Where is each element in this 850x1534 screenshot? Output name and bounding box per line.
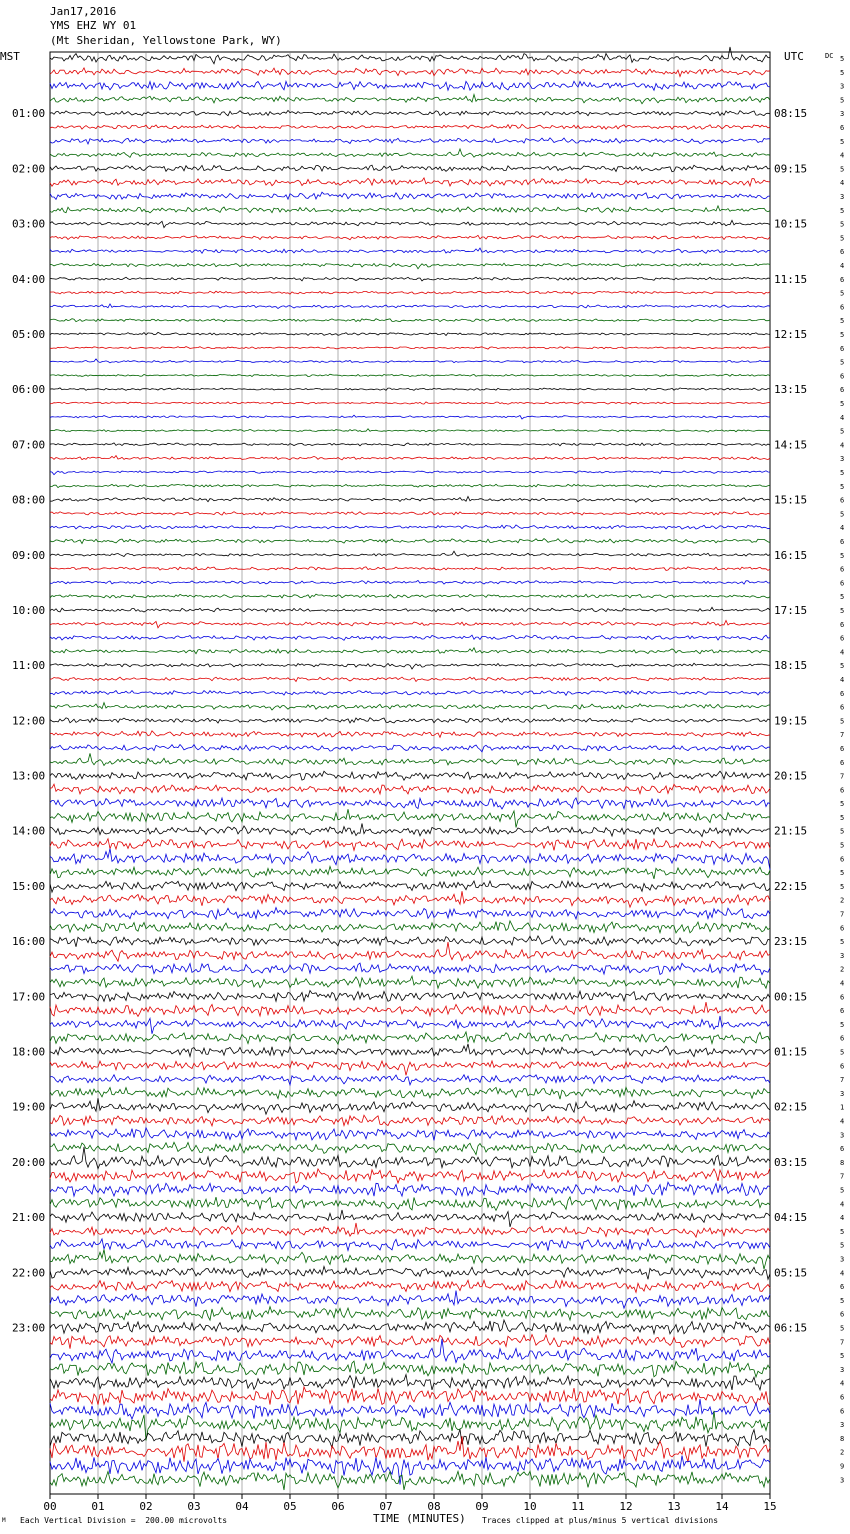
dc-offset-value: 7 — [840, 1076, 845, 1085]
dc-offset-value: 5 — [840, 68, 845, 77]
dc-offset-value: 5 — [840, 800, 845, 809]
dc-offset-value: 7 — [840, 910, 845, 919]
seismogram-trace — [50, 991, 770, 1002]
dc-offset-value: 6 — [840, 248, 845, 257]
utc-hour-label: 06:15 — [774, 1321, 808, 1335]
dc-offset-value: 5 — [840, 330, 845, 339]
dc-offset-value: 4 — [840, 648, 845, 657]
dc-offset-value: 5 — [840, 510, 845, 519]
dc-offset-value: 6 — [840, 1310, 845, 1319]
seismogram-trace — [50, 374, 770, 376]
seismogram-trace — [50, 347, 770, 350]
dc-offset-value: 7 — [840, 1172, 845, 1181]
dc-offset-value: 7 — [840, 772, 845, 781]
dc-offset-value: 5 — [840, 206, 845, 215]
seismogram-trace — [50, 263, 770, 269]
dc-offset-value: 5 — [840, 717, 845, 726]
seismogram-trace — [50, 304, 770, 309]
mst-hour-label: 16:00 — [12, 935, 46, 949]
seismogram-trace — [50, 1375, 770, 1390]
seismogram-trace — [50, 784, 770, 794]
utc-hour-label: 17:15 — [774, 603, 808, 617]
dc-offset-value: 6 — [840, 758, 845, 767]
dc-offset-value: 2 — [840, 965, 845, 974]
seismogram-trace — [50, 471, 770, 475]
dc-offset-value: 6 — [840, 275, 845, 284]
seismogram-trace — [50, 881, 770, 892]
utc-hour-label: 01:15 — [774, 1045, 808, 1059]
seismogram-trace — [50, 963, 770, 975]
seismogram-trace — [50, 443, 770, 446]
x-tick-label: 03 — [187, 1500, 201, 1513]
utc-hour-label: 12:15 — [774, 327, 808, 341]
seismogram-trace — [50, 1087, 770, 1099]
seismogram-trace — [50, 388, 770, 390]
dc-offset-value: 6 — [840, 786, 845, 795]
mst-hour-label: 14:00 — [12, 824, 46, 838]
dc-offset-value: 4 — [840, 1214, 845, 1223]
dc-offset-value: 9 — [840, 1462, 845, 1471]
mst-hour-label: 02:00 — [12, 162, 46, 176]
seismogram-trace — [50, 1307, 770, 1321]
seismogram-trace — [50, 429, 770, 432]
dc-offset-value: 4 — [840, 413, 845, 422]
utc-hour-label: 16:15 — [774, 548, 808, 562]
mst-hour-label: 11:00 — [12, 659, 46, 673]
seismogram-trace — [50, 539, 770, 544]
seismogram-trace — [50, 908, 770, 920]
x-tick-label: 00 — [43, 1500, 57, 1513]
dc-offset-value: 3 — [840, 1421, 845, 1430]
utc-hour-label: 13:15 — [774, 383, 808, 397]
mst-hour-label: 19:00 — [12, 1100, 46, 1114]
dc-offset-value: 6 — [840, 1145, 845, 1154]
seismogram-trace — [50, 332, 770, 335]
utc-hour-label: 20:15 — [774, 769, 808, 783]
seismogram-trace — [50, 1210, 770, 1227]
dc-offset-value: 5 — [840, 1227, 845, 1236]
utc-hour-label: 02:15 — [774, 1100, 808, 1114]
dc-offset-value: 4 — [840, 151, 845, 160]
seismogram-trace — [50, 206, 770, 213]
seismogram-trace — [50, 1060, 770, 1075]
x-tick-label: 07 — [379, 1500, 393, 1513]
dc-offset-value: 7 — [840, 1338, 845, 1347]
utc-hour-label: 21:15 — [774, 824, 808, 838]
dc-offset-value: 3 — [840, 1365, 845, 1374]
mst-hour-label: 23:00 — [12, 1321, 46, 1335]
dc-offset-value: 5 — [840, 399, 845, 408]
seismogram-trace — [50, 359, 770, 363]
seismogram-trace — [50, 1223, 770, 1237]
seismogram-trace — [50, 497, 770, 503]
x-tick-label: 14 — [715, 1500, 729, 1513]
seismogram-trace — [50, 81, 770, 90]
dc-offset-value: 5 — [840, 606, 845, 615]
dc-offset-value: 7 — [840, 731, 845, 740]
dc-offset-value: 5 — [840, 869, 845, 878]
utc-hour-label: 03:15 — [774, 1155, 808, 1169]
dc-offset-value: 4 — [840, 441, 845, 450]
dc-offset-value: 5 — [840, 1186, 845, 1195]
corner-mark: M — [2, 1517, 6, 1524]
mst-hour-label: 08:00 — [12, 493, 46, 507]
seismogram-trace — [50, 866, 770, 879]
dc-offset-value: 5 — [840, 827, 845, 836]
seismogram-trace — [50, 277, 770, 281]
seismogram-trace — [50, 1115, 770, 1126]
seismogram-trace — [50, 110, 770, 115]
dc-offset-value: 1 — [840, 1103, 845, 1112]
seismogram-trace — [50, 525, 770, 529]
seismogram-trace — [50, 178, 770, 186]
dc-offset-value: 6 — [840, 344, 845, 353]
utc-hour-label: 22:15 — [774, 879, 808, 893]
plot-date: Jan17,2016 — [50, 5, 117, 18]
seismogram-trace — [50, 1320, 770, 1334]
dc-offset-value: 3 — [840, 455, 845, 464]
x-tick-label: 13 — [667, 1500, 681, 1513]
dc-offset-value: 3 — [840, 82, 845, 91]
dc-offset-value: 5 — [840, 1296, 845, 1305]
seismogram-trace — [50, 484, 770, 487]
seismogram-trace — [50, 594, 770, 598]
dc-offset-value: 4 — [840, 1379, 845, 1388]
mst-hour-label: 18:00 — [12, 1045, 46, 1059]
seismogram-trace — [50, 731, 770, 738]
dc-offset-value: 5 — [840, 1048, 845, 1057]
x-tick-label: 09 — [475, 1500, 489, 1513]
dc-offset-value: 2 — [840, 1448, 845, 1457]
x-tick-label: 15 — [763, 1500, 777, 1513]
seismogram-trace — [50, 1339, 770, 1363]
mst-hour-label: 09:00 — [12, 548, 46, 562]
dc-offset-value: 8 — [840, 1158, 845, 1167]
seismogram-trace — [50, 220, 770, 227]
seismogram-trace — [50, 621, 770, 628]
dc-offset-value: 4 — [840, 179, 845, 188]
seismogram-trace — [50, 1280, 770, 1292]
seismogram-trace — [50, 1266, 770, 1279]
seismogram-trace — [50, 1147, 770, 1169]
seismogram-trace — [50, 402, 770, 404]
mst-hour-label: 04:00 — [12, 272, 46, 286]
seismogram-trace — [50, 1239, 770, 1251]
seismogram-trace — [50, 1250, 770, 1270]
mst-hour-label: 10:00 — [12, 603, 46, 617]
seismogram-trace — [50, 567, 770, 571]
seismogram-trace — [50, 1387, 770, 1406]
plot-frame — [50, 52, 770, 1494]
seismogram-trace — [50, 1002, 770, 1016]
seismogram-trace — [50, 936, 770, 947]
mst-hour-label: 13:00 — [12, 769, 46, 783]
left-timezone-label: MST — [0, 50, 20, 63]
seismogram-trace — [50, 124, 770, 129]
x-tick-label: 01 — [91, 1500, 105, 1513]
dc-offset-value: 6 — [840, 689, 845, 698]
seismogram-trace — [50, 1142, 770, 1154]
seismogram-trace — [50, 798, 770, 809]
x-tick-label: 02 — [139, 1500, 153, 1513]
x-tick-label: 10 — [523, 1500, 537, 1513]
dc-offset-value: 3 — [840, 1476, 845, 1485]
dc-offset-value: 6 — [840, 1062, 845, 1071]
mst-hour-label: 15:00 — [12, 879, 46, 893]
dc-offset-label: DC — [825, 52, 834, 60]
dc-offset-value: 5 — [840, 882, 845, 891]
seismogram-trace — [50, 291, 770, 294]
dc-offset-value: 6 — [840, 855, 845, 864]
seismogram-trace — [50, 1016, 770, 1034]
dc-offset-value: 5 — [840, 468, 845, 477]
utc-hour-label: 19:15 — [774, 714, 808, 728]
dc-offset-value: 6 — [840, 386, 845, 395]
mst-hour-label: 12:00 — [12, 714, 46, 728]
dc-offset-value: 6 — [840, 744, 845, 753]
seismogram-trace — [50, 607, 770, 612]
station-code: YMS EHZ WY 01 — [50, 19, 137, 32]
dc-offset-value: 6 — [840, 123, 845, 132]
dc-offset-value: 4 — [840, 1200, 845, 1209]
seismogram-trace — [50, 1032, 770, 1044]
x-tick-label: 04 — [235, 1500, 249, 1513]
dc-offset-value: 5 — [840, 289, 845, 298]
dc-offset-value: 6 — [840, 993, 845, 1002]
dc-offset-value: 6 — [840, 303, 845, 312]
utc-hour-label: 14:15 — [774, 438, 808, 452]
dc-offset-value: 5 — [840, 662, 845, 671]
seismogram-trace — [50, 1075, 770, 1085]
seismogram-trace — [50, 976, 770, 988]
seismogram-trace — [50, 753, 770, 765]
utc-hour-label: 23:15 — [774, 935, 808, 949]
seismogram-trace — [50, 891, 770, 907]
dc-offset-value: 5 — [840, 55, 845, 63]
seismogram-trace — [50, 95, 770, 104]
dc-offset-value: 5 — [840, 165, 845, 174]
seismogram-trace — [50, 319, 770, 322]
station-location: (Mt Sheridan, Yellowstone Park, WY) — [50, 34, 282, 47]
utc-hour-label: 15:15 — [774, 493, 808, 507]
dc-offset-value: 6 — [840, 372, 845, 381]
dc-offset-value: 4 — [840, 979, 845, 988]
seismogram-trace — [50, 456, 770, 460]
utc-hour-label: 04:15 — [774, 1211, 808, 1225]
seismogram-trace — [50, 1429, 770, 1447]
seismogram-trace — [50, 68, 770, 77]
dc-offset-value: 5 — [840, 1241, 845, 1250]
dc-offset-value: 6 — [840, 1407, 845, 1416]
seismogram-trace — [50, 551, 770, 556]
seismogram-trace — [50, 1168, 770, 1183]
dc-offset-value: 3 — [840, 1255, 845, 1264]
seismogram-trace — [50, 718, 770, 723]
seismogram-trace — [50, 1361, 770, 1377]
scale-note: Each Vertical Division = 200.00 microvolts — [20, 1516, 228, 1525]
seismogram-trace — [50, 771, 770, 780]
seismogram-trace — [50, 415, 770, 419]
seismogram-trace — [50, 677, 770, 681]
mst-hour-label: 21:00 — [12, 1211, 46, 1225]
dc-offset-value: 6 — [840, 620, 845, 629]
dc-offset-value: 6 — [840, 703, 845, 712]
dc-offset-value: 6 — [840, 537, 845, 546]
seismogram-trace — [50, 648, 770, 654]
seismogram-trace — [50, 663, 770, 669]
dc-offset-value: 4 — [840, 675, 845, 684]
x-axis-label: TIME (MINUTES) — [373, 1512, 466, 1525]
dc-offset-value: 5 — [840, 220, 845, 229]
utc-hour-label: 10:15 — [774, 217, 808, 231]
seismogram-trace — [50, 1044, 770, 1057]
x-tick-label: 08 — [427, 1500, 441, 1513]
dc-offset-value: 6 — [840, 634, 845, 643]
seismogram-trace — [50, 849, 770, 870]
dc-offset-value: 5 — [840, 551, 845, 560]
seismogram-trace — [50, 635, 770, 640]
seismogram-trace — [50, 942, 770, 961]
utc-hour-label: 00:15 — [774, 990, 808, 1004]
utc-hour-label: 09:15 — [774, 162, 808, 176]
dc-offset-value: 6 — [840, 1283, 845, 1292]
x-tick-label: 06 — [331, 1500, 345, 1513]
dc-offset-value: 3 — [840, 951, 845, 960]
seismogram-trace — [50, 1197, 770, 1211]
dc-offset-value: 4 — [840, 261, 845, 270]
dc-offset-value: 5 — [840, 1020, 845, 1029]
dc-offset-value: 6 — [840, 496, 845, 505]
utc-hour-label: 08:15 — [774, 107, 808, 121]
dc-offset-value: 6 — [840, 1007, 845, 1016]
dc-offset-value: 5 — [840, 593, 845, 602]
right-timezone-label: UTC — [784, 50, 804, 63]
seismogram-trace — [50, 1291, 770, 1309]
dc-offset-value: 6 — [840, 565, 845, 574]
dc-offset-value: 6 — [840, 1034, 845, 1043]
dc-offset-value: 3 — [840, 1131, 845, 1140]
clip-note: Traces clipped at plus/minus 5 vertical divisions — [482, 1516, 719, 1525]
dc-offset-value: 2 — [840, 896, 845, 905]
mst-hour-label: 05:00 — [12, 327, 46, 341]
dc-offset-value: 5 — [840, 813, 845, 822]
seismogram-trace — [50, 809, 770, 827]
utc-hour-label: 05:15 — [774, 1266, 808, 1280]
seismogram-trace — [50, 703, 770, 710]
x-tick-label: 05 — [283, 1500, 297, 1513]
dc-offset-value: 5 — [840, 96, 845, 105]
mst-hour-label: 22:00 — [12, 1266, 46, 1280]
seismogram-trace — [50, 511, 770, 515]
dc-offset-value: 8 — [840, 1434, 845, 1443]
utc-hour-label: 18:15 — [774, 659, 808, 673]
dc-offset-value: 5 — [840, 234, 845, 243]
dc-offset-value: 5 — [840, 482, 845, 491]
mst-hour-label: 07:00 — [12, 438, 46, 452]
dc-offset-value: 5 — [840, 1352, 845, 1361]
mst-hour-label: 06:00 — [12, 383, 46, 397]
dc-offset-value: 6 — [840, 924, 845, 933]
seismogram-trace — [50, 248, 770, 253]
seismogram-trace — [50, 1182, 770, 1196]
seismogram-trace — [50, 580, 770, 584]
seismogram-trace — [50, 149, 770, 158]
seismogram-trace — [50, 921, 770, 933]
seismogram-trace — [50, 192, 770, 199]
x-tick-label: 12 — [619, 1500, 633, 1513]
seismogram-trace — [50, 690, 770, 695]
seismogram-trace — [50, 1335, 770, 1349]
dc-offset-value: 4 — [840, 1269, 845, 1278]
seismogram-trace — [50, 839, 770, 851]
dc-offset-value: 5 — [840, 1324, 845, 1333]
utc-hour-label: 11:15 — [774, 272, 808, 286]
dc-offset-value: 4 — [840, 524, 845, 533]
dc-offset-value: 4 — [840, 1117, 845, 1126]
dc-offset-value: 3 — [840, 1089, 845, 1098]
seismogram-trace — [50, 138, 770, 144]
seismogram-trace — [50, 1128, 770, 1141]
dc-offset-value: 5 — [840, 841, 845, 850]
seismogram-trace — [50, 1436, 770, 1462]
dc-offset-value: 5 — [840, 358, 845, 367]
mst-hour-label: 03:00 — [12, 217, 46, 231]
seismogram-trace — [50, 823, 770, 836]
dc-offset-value: 6 — [840, 1393, 845, 1402]
x-tick-label: 11 — [571, 1500, 585, 1513]
seismogram-trace — [50, 235, 770, 239]
dc-offset-value: 5 — [840, 427, 845, 436]
dc-offset-value: 5 — [840, 137, 845, 146]
dc-offset-value: 6 — [840, 579, 845, 588]
dc-offset-value: 5 — [840, 317, 845, 326]
dc-offset-value: 3 — [840, 192, 845, 201]
seismogram-trace — [50, 1098, 770, 1114]
mst-hour-label: 20:00 — [12, 1155, 46, 1169]
mst-hour-label: 01:00 — [12, 107, 46, 121]
dc-offset-value: 3 — [840, 110, 845, 119]
seismogram-trace — [50, 165, 770, 172]
mst-hour-label: 17:00 — [12, 990, 46, 1004]
seismogram-trace — [50, 47, 770, 64]
dc-offset-value: 5 — [840, 938, 845, 947]
seismogram-trace — [50, 745, 770, 752]
